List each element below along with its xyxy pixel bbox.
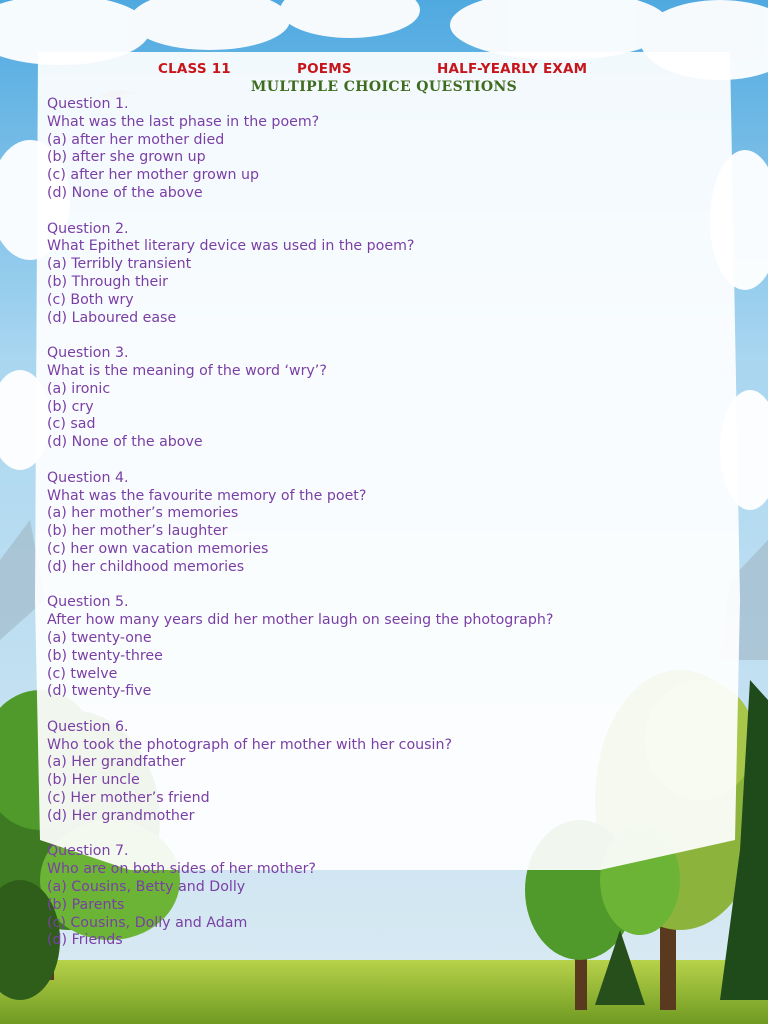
answer-option: (b) Her uncle [47, 772, 140, 789]
question-text: Who took the photograph of her mother with her cousin? [47, 736, 452, 753]
question-number: Question 4. [47, 469, 129, 486]
answer-option: (b) Parents [47, 896, 125, 913]
question-number: Question 5. [47, 594, 129, 611]
question-number: Question 7. [47, 843, 129, 860]
answer-option: (d) Laboured ease [47, 309, 177, 326]
answer-option: (d) None of the above [47, 434, 203, 451]
answer-option: (a) Terribly transient [47, 256, 192, 273]
class-label: CLASS 11 [158, 61, 231, 77]
exam-label: HALF-YEARLY EXAM [437, 61, 588, 77]
section-subtitle: MULTIPLE CHOICE QUESTIONS [250, 79, 518, 95]
question-text: After how many years did her mother laugh on seeing the photograph? [47, 612, 554, 629]
answer-option: (b) Through their [47, 273, 169, 290]
answer-option: (d) her childhood memories [47, 558, 245, 575]
answer-option: (a) Her grandfather [47, 754, 186, 771]
answer-option: (a) her mother’s memories [47, 505, 239, 522]
question-block [47, 96, 737, 203]
question-text: What was the favourite memory of the poet? [47, 487, 367, 504]
question-text: What Epithet literary device was used in the poem? [47, 238, 415, 255]
question-list [47, 96, 737, 968]
answer-option: (c) Both wry [47, 291, 134, 308]
question-block [47, 470, 737, 577]
answer-option: (b) twenty-three [47, 647, 163, 664]
answer-option: (a) Cousins, Betty and Dolly [47, 879, 246, 896]
question-text: Who are on both sides of her mother? [47, 861, 316, 878]
answer-option: (a) twenty-one [47, 629, 152, 646]
question-number: Question 1. [47, 96, 129, 112]
answer-option: (c) twelve [47, 665, 118, 682]
question-block [47, 843, 737, 950]
answer-option: (a) after her mother died [47, 131, 225, 148]
answer-option: (c) sad [47, 416, 96, 433]
question-block [47, 345, 737, 452]
question-block [47, 221, 737, 328]
question-block [47, 594, 737, 701]
answer-option: (c) Her mother’s friend [47, 790, 210, 807]
answer-option: (c) her own vacation memories [47, 540, 269, 557]
answer-option: (c) Cousins, Dolly and Adam [47, 914, 248, 931]
question-text: What was the last phase in the poem? [47, 113, 320, 130]
answer-option: (b) her mother’s laughter [47, 523, 228, 540]
exam-header [0, 61, 768, 81]
question-number: Question 2. [47, 220, 129, 237]
question-number: Question 6. [47, 718, 129, 735]
question-text: What is the meaning of the word ‘wry’? [47, 362, 327, 379]
answer-option: (a) ironic [47, 380, 111, 397]
answer-option: (d) Friends [47, 932, 123, 949]
answer-option: (b) cry [47, 398, 94, 415]
answer-option: (d) None of the above [47, 184, 203, 201]
answer-option: (c) after her mother grown up [47, 167, 259, 184]
answer-option: (d) Her grandmother [47, 807, 195, 824]
question-block [47, 719, 737, 826]
answer-option: (b) after she grown up [47, 149, 206, 166]
answer-option: (d) twenty-five [47, 683, 152, 700]
question-number: Question 3. [47, 345, 129, 362]
subject-label: POEMS [297, 61, 352, 77]
